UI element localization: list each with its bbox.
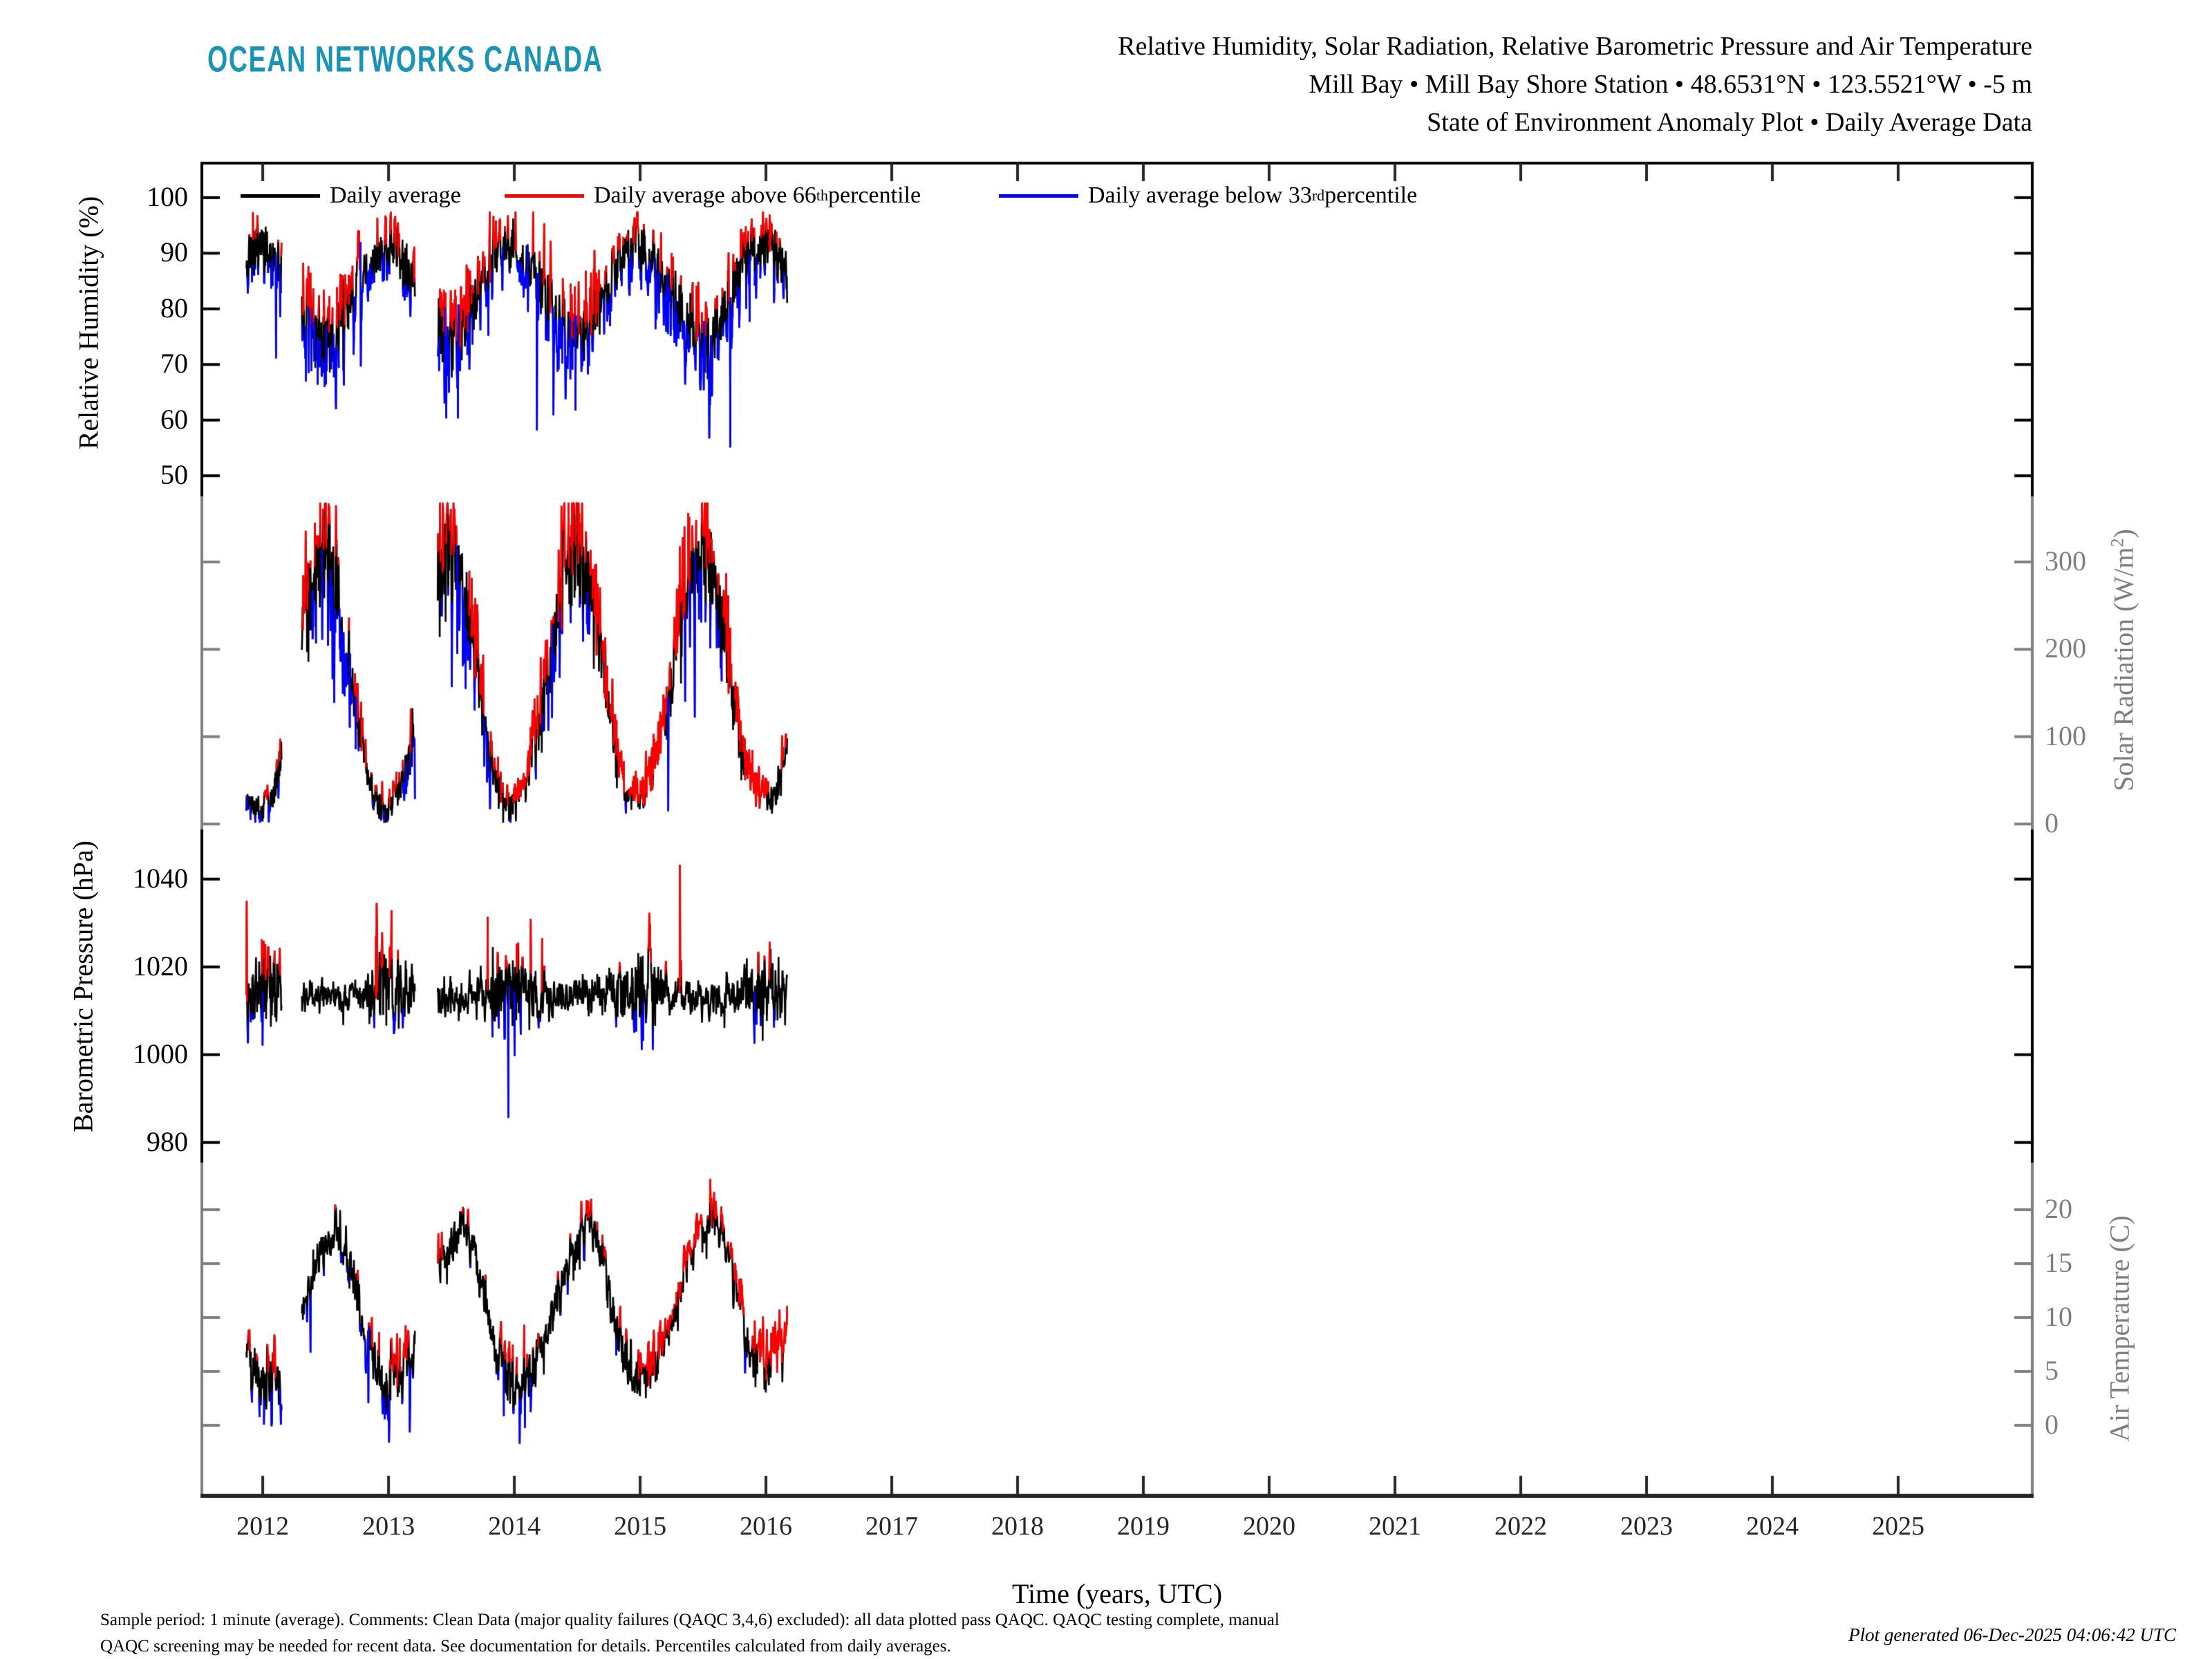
legend-label: Daily average [330, 182, 461, 208]
x-tick-label: 2014 [488, 1512, 541, 1541]
title-block [1118, 28, 2032, 142]
title-line-1: Relative Humidity, Solar Radiation, Relative Barometric Pressure and Air Temperature [1118, 32, 2032, 61]
y-tick-label: 0 [2045, 1408, 2059, 1440]
y-tick-label: 20 [2045, 1193, 2072, 1224]
x-tick-label: 2015 [614, 1512, 667, 1541]
legend-label-sup: th [816, 187, 829, 204]
title-line-3: State of Environment Anomaly Plot • Daily Average Data [1427, 108, 2032, 137]
y-axis-label-text: Solar Radiation (W/m [2108, 547, 2139, 791]
y-tick-label: 100 [147, 180, 188, 212]
y-tick-label: 80 [160, 292, 188, 324]
title-line-2: Mill Bay • Mill Bay Shore Station • 48.6531°N • 123.5521°W • -5 m [1309, 70, 2032, 99]
legend-label-sup: rd [1311, 187, 1325, 204]
onc-logo: OCEAN NETWORKS CANADA [207, 38, 603, 79]
x-tick-label: 2022 [1494, 1512, 1548, 1541]
legend-item-daily-average [241, 180, 461, 211]
y-tick-label: 100 [2045, 720, 2086, 751]
y-tick-label: 50 [160, 459, 188, 491]
y-axis-label-sup: 2 [2107, 538, 2128, 547]
legend-label: Daily average below 33 [1088, 182, 1312, 208]
y-tick-label: 1020 [133, 950, 188, 982]
y-axis-label-barometric-pressure [66, 841, 99, 1132]
plot-generated-timestamp: Plot generated 06-Dec-2025 04:06:42 UTC [1848, 1624, 2176, 1645]
y-axis-label-text: Air Temperature (C) [2103, 1215, 2135, 1442]
y-axis-label-air-temperature [2103, 1215, 2135, 1441]
x-tick-label: 2012 [236, 1512, 290, 1541]
y-axis-label-text: Relative Humidity (%) [73, 196, 104, 450]
y-tick-label: 200 [2045, 632, 2086, 664]
x-tick-label: 2018 [991, 1512, 1044, 1541]
x-tick-label: 2025 [1871, 1512, 1924, 1541]
y-tick-label: 60 [160, 403, 188, 435]
footer-line-2: QAQC screening may be needed for recent data. See documentation for details. Percentiles calculated from daily averages. [100, 1637, 951, 1656]
y-axis-label-relative-humidity [72, 196, 104, 450]
x-tick-label: 2024 [1746, 1512, 1799, 1541]
x-tick-label: 2013 [362, 1512, 415, 1541]
y-tick-label: 15 [2045, 1247, 2072, 1278]
x-tick-label: 2019 [1117, 1512, 1170, 1541]
y-axis-label-solar-radiation [2107, 529, 2139, 791]
above-66th-line-swatch [505, 194, 584, 198]
y-tick-label: 1040 [133, 862, 188, 894]
legend-item-above-66th [505, 180, 921, 211]
y-tick-label: 1000 [133, 1038, 188, 1069]
x-tick-label: 2017 [865, 1512, 919, 1541]
legend-label-suffix: percentile [828, 182, 921, 208]
y-tick-label: 0 [2045, 807, 2059, 839]
x-tick-label: 2016 [740, 1512, 793, 1541]
daily-average-line-swatch [241, 194, 320, 198]
y-axis-label-text: Barometric Pressure (hPa) [67, 840, 99, 1133]
below-33rd-line-swatch [999, 194, 1078, 198]
y-tick-label: 300 [2045, 545, 2086, 577]
x-tick-label: 2023 [1620, 1512, 1673, 1541]
x-axis-label: Time (years, UTC) [1011, 1578, 1223, 1609]
footer-line-1: Sample period: 1 minute (average). Comments: Clean Data (major quality failures (QAQC 3,4,6) excluded): all data plotted pass QAQC. QAQC testing complete, manual [100, 1611, 1280, 1629]
y-axis-label-suffix: ) [2108, 529, 2139, 538]
y-tick-label: 10 [2045, 1300, 2072, 1332]
y-tick-label: 980 [147, 1125, 188, 1157]
x-tick-label: 2020 [1243, 1512, 1296, 1541]
legend-label: Daily average above 66 [594, 182, 816, 208]
legend-item-below-33rd [999, 180, 1417, 211]
y-tick-label: 5 [2045, 1354, 2059, 1386]
x-tick-label: 2021 [1369, 1512, 1422, 1541]
legend-label-suffix: percentile [1324, 182, 1418, 208]
y-tick-label: 70 [160, 348, 188, 379]
y-tick-label: 90 [160, 236, 188, 268]
